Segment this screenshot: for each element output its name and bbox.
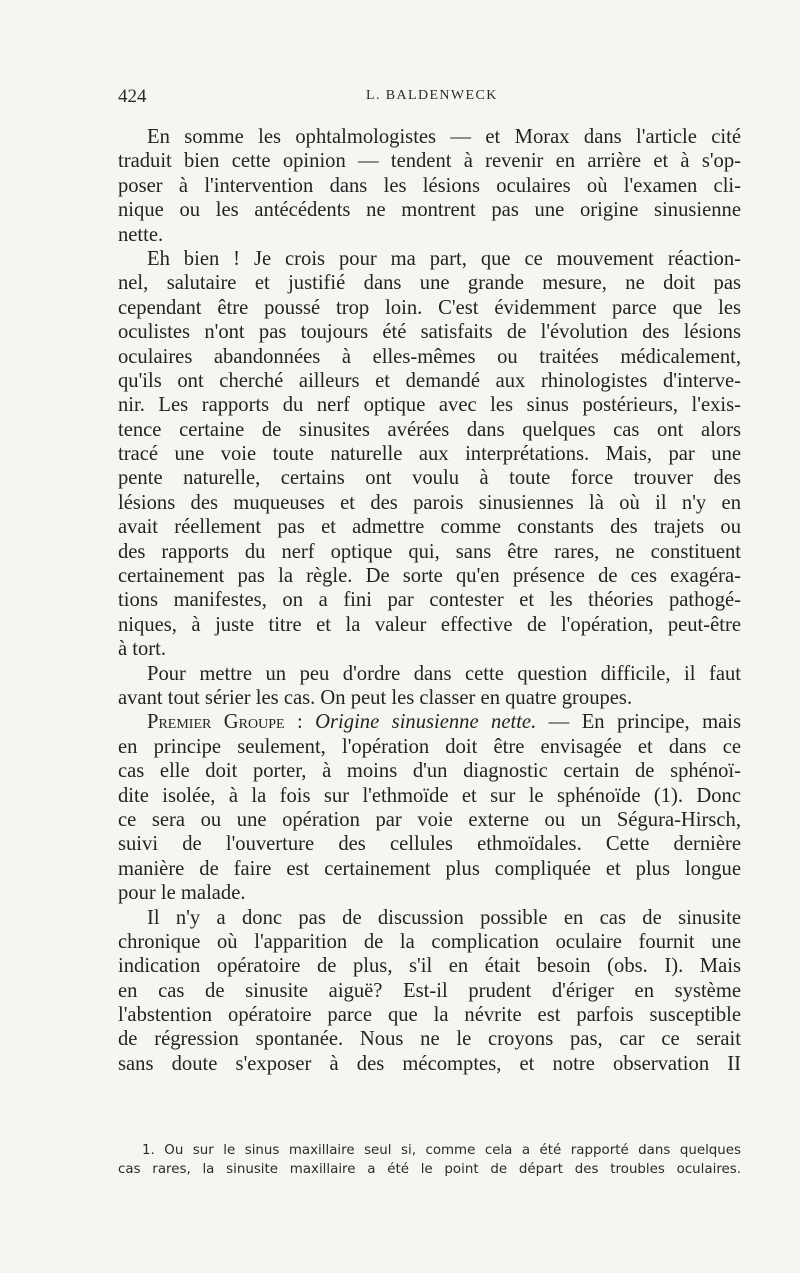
footnote <box>118 1141 741 1179</box>
text-line: poser à l'intervention dans les lésions oculaires où l'examen cli- <box>118 174 741 197</box>
text-line: nel, salutaire et justifié dans une grande mesure, ne doit pas <box>118 272 741 295</box>
group-colon: : <box>284 711 316 734</box>
text-line: dite isolée, à la fois sur l'ethmoïde et sur le sphénoïde (1). Donc <box>118 784 741 807</box>
group-rest: — En principe, mais <box>536 711 741 734</box>
text-line: traduit bien cette opinion — tendent à revenir en arrière et à s'op- <box>118 150 741 173</box>
text-line: des rapports du nerf optique qui, sans être rares, ne constituent <box>118 540 741 563</box>
text-line: suivi de l'ouverture des cellules ethmoïdales. Cette dernière <box>118 833 741 856</box>
text-line: sans doute s'exposer à des mécomptes, et notre observation II <box>118 1052 741 1075</box>
group-label: Premier Groupe <box>147 711 285 734</box>
text-line: qu'ils ont cherché ailleurs et demandé aux rhinologistes d'interve- <box>118 369 741 392</box>
text-line: Eh bien ! Je crois pour ma part, que ce mouvement réaction- <box>147 247 741 270</box>
group-title: Origine sinusienne nette. <box>315 711 537 734</box>
text-line: tracé une voie toute naturelle aux interprétations. Mais, par une <box>118 443 741 466</box>
running-head: L. BALDENWECK <box>366 88 498 103</box>
text-line: en principe seulement, l'opération doit être envisagée et dans ce <box>118 735 741 758</box>
text-line: en cas de sinusite aiguë? Est-il prudent d'ériger en système <box>118 979 741 1002</box>
text-line: oculistes n'ont pas toujours été satisfaits de l'évolution des lésions <box>118 321 741 344</box>
body-text <box>118 125 741 1076</box>
text-line: Il n'y a donc pas de discussion possible en cas de sinusite <box>147 906 741 929</box>
text-line: nique ou les antécédents ne montrent pas une origine sinusienne <box>118 199 741 222</box>
text-line: lésions des muqueuses et des parois sinusiennes là où il n'y en <box>118 491 741 514</box>
text-line: à tort. <box>118 638 167 661</box>
text-line: En somme les ophtalmologistes — et Morax dans l'article cité <box>147 126 741 148</box>
text-line: tions manifestes, on a fini par contester et les théories pathogé- <box>118 589 741 612</box>
text-line: niques, à juste titre et la valeur effective de l'opération, peut-être <box>118 613 741 636</box>
text-line: certainement pas la règle. De sorte qu'en présence de ces exagéra- <box>118 565 741 588</box>
text-line: l'abstention opératoire parce que la névrite est parfois susceptible <box>118 1004 741 1027</box>
text-line: Pour mettre un peu d'ordre dans cette question difficile, il faut <box>147 662 741 685</box>
footnote-line: 1. Ou sur le sinus maxillaire seul si, comme cela a été rapporté dans quelques <box>142 1143 741 1158</box>
text-line: cependant être poussé trop loin. C'est évidemment parce que les <box>118 296 741 319</box>
text-line: ce sera ou une opération par voie externe ou un Ségura-Hirsch, <box>118 808 741 831</box>
page-number: 424 <box>118 86 147 107</box>
text-line: indication opératoire de plus, s'il en était besoin (obs. I). Mais <box>118 955 741 978</box>
text-line: pour le malade. <box>118 882 246 905</box>
text-line: nette. <box>118 223 164 246</box>
text-line: avant tout sérier les cas. On peut les classer en quatre groupes. <box>118 686 633 709</box>
group-heading-line <box>118 710 741 734</box>
footnote-line: cas rares, la sinusite maxillaire a été le point de départ des troubles oculaires. <box>118 1162 741 1177</box>
text-line: manière de faire est certainement plus compliquée et plus longue <box>118 857 741 880</box>
text-line: chronique où l'apparition de la complication oculaire fournit une <box>118 930 741 953</box>
page-header <box>118 86 740 110</box>
text-line: nir. Les rapports du nerf optique avec les sinus postérieurs, l'exis- <box>118 394 741 417</box>
text-line: tence certaine de sinusites avérées dans quelques cas ont alors <box>118 418 741 441</box>
text-line: cas elle doit porter, à moins d'un diagnostic certain de sphénoï- <box>118 760 741 783</box>
text-line: oculaires abandonnées à elles-mêmes ou traitées médicalement, <box>118 345 741 368</box>
text-line: pente naturelle, certains ont voulu à toute force trouver des <box>118 467 741 490</box>
text-line: de régression spontanée. Nous ne le croyons pas, car ce serait <box>118 1028 741 1051</box>
text-line: avait réellement pas et admettre comme constants des trajets ou <box>118 516 741 539</box>
